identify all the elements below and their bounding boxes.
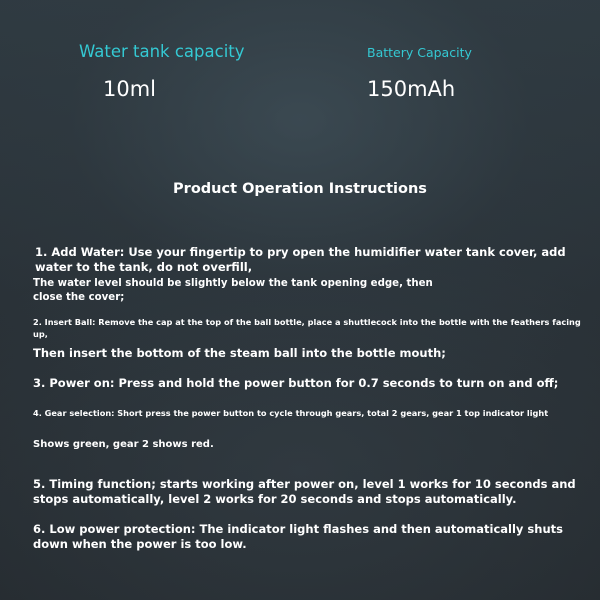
- battery-capacity-value: 150mAh: [367, 77, 456, 101]
- instruction-gear-indicator: Shows green, gear 2 shows red.: [33, 439, 214, 450]
- instruction-low-power-protection: 6. Low power protection: The indicator light flashes and then automatically shuts down when the power is too low.: [33, 522, 563, 551]
- instruction-gear-selection: 4. Gear selection: Short press the power button to cycle through gears, total 2 gears, gear 1 top indicator light: [33, 408, 549, 418]
- water-tank-capacity-label: Water tank capacity: [79, 42, 245, 61]
- instruction-insert-ball: 2. Insert Ball: Remove the cap at the top of the ball bottle, place a shuttlecock into the bottle with the feathers facing up,: [33, 317, 581, 339]
- instruction-add-water: 1. Add Water: Use your fingertip to pry open the humidifier water tank cover, add water to the tank, do not overfill,: [35, 245, 566, 274]
- instruction-water-level: The water level should be slightly below the tank opening edge, then close the cover;: [33, 278, 433, 303]
- instructions-title: Product Operation Instructions: [173, 181, 427, 197]
- water-tank-capacity-value: 10ml: [103, 77, 157, 101]
- instruction-insert-ball-continued: Then insert the bottom of the steam ball into the bottle mouth;: [33, 346, 446, 360]
- instruction-timing-function: 5. Timing function; starts working after power on, level 1 works for 10 seconds and stops automatically, level 2 works for 20 seconds and stops automatically.: [33, 477, 576, 506]
- battery-capacity-label: Battery Capacity: [367, 45, 472, 60]
- instruction-power-on: 3. Power on: Press and hold the power button for 0.7 seconds to turn on and off;: [33, 376, 559, 390]
